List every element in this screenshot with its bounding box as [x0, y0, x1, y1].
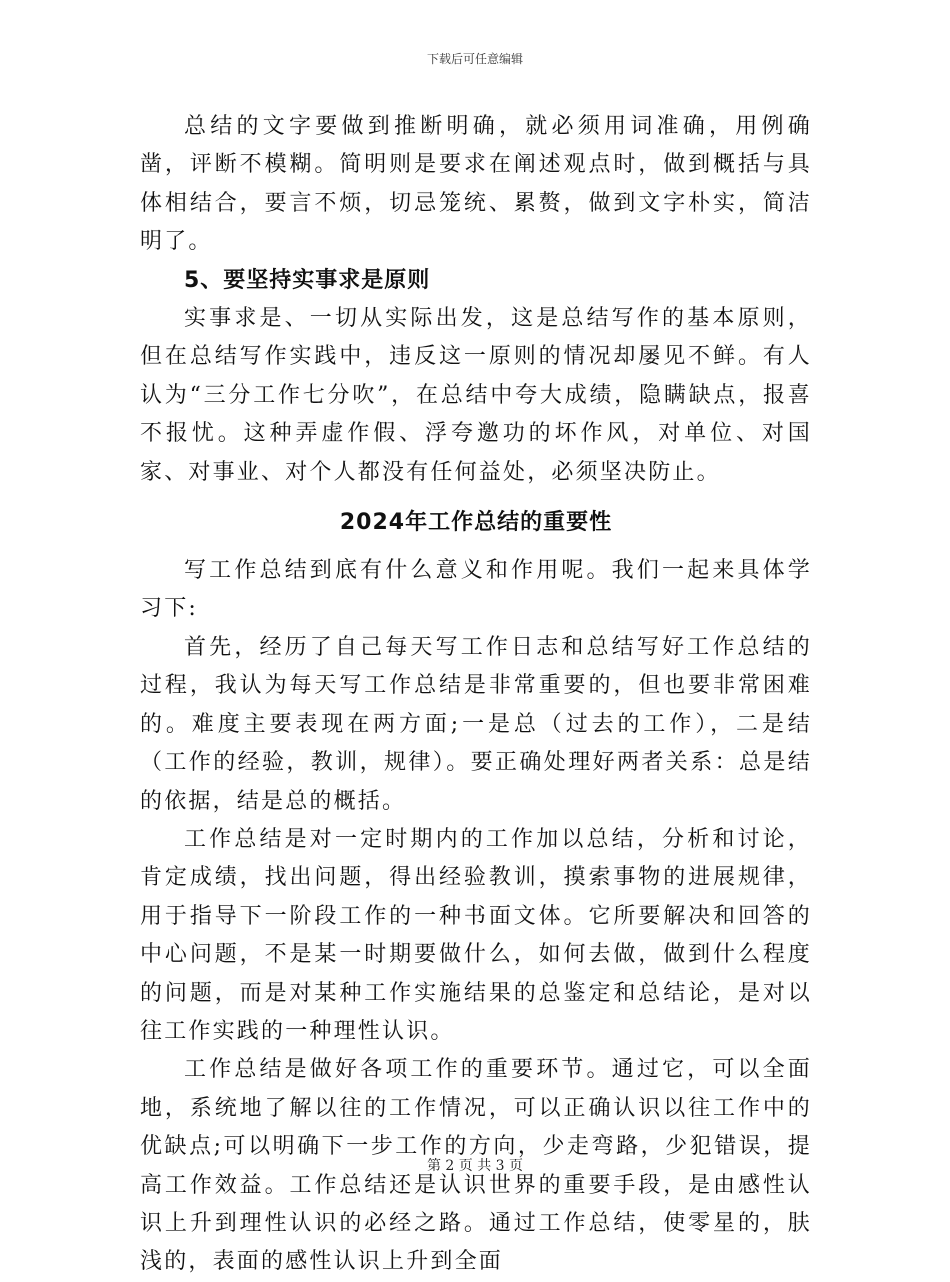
paragraph-intro: 写工作总结到底有什么意义和作用呢。我们一起来具体学习下:: [140, 558, 812, 622]
section-heading-realism: 5、要坚持实事求是原则: [184, 267, 431, 293]
paragraph-definition: 工作总结是对一定时期内的工作加以总结，分析和讨论，肯定成绩，找出问题，得出经验教训，摸索事物的进展规律，用于指导下一阶段工作的一种书面文体。它所要解决和回答的中心问题，不是某一时期要做什么，如何去做，做到什么程度的问题，而是对某种工作实施结果的总鉴定和总结论，是对以往工作实践的一种理性认识。: [140, 826, 812, 1044]
page-header: 下载后可任意编辑: [426, 52, 523, 66]
paragraph-realism: 实事求是、一切从实际出发，这是总结写作的基本原则，但在总结写作实践中，违反这一原则的情况却屡见不鲜。有人认为“三分工作七分吹”，在总结中夸大成绩，隐瞒缺点，报喜不报忧。这种弄虚作假、浮夸邀功的坏作风，对单位、对国家、对事业、对个人都没有任何益处，必须坚决防止。: [140, 306, 812, 485]
paragraph-first: 首先，经历了自己每天写工作日志和总结写好工作总结的过程，我认为每天写工作总结是非常重要的，但也要非常困难的。难度主要表现在两方面;一是总（过去的工作），二是结（工作的经验，教训，规律）。要正确处理好两者关系：总是结的依据，结是总的概括。: [140, 634, 812, 814]
paragraph-conciseness: 总结的文字要做到推断明确，就必须用词准确，用例确凿，评断不模糊。简明则是要求在阐述观点时，做到概括与具体相结合，要言不烦，切忌笼统、累赘，做到文字朴实，简洁明了。: [140, 114, 812, 255]
paragraph-importance: 工作总结是做好各项工作的重要环节。通过它，可以全面地，系统地了解以往的工作情况，可以正确认识以往工作中的优缺点;可以明确下一步工作的方向，少走弯路，少犯错误，提高工作效益。工作总结还是认识世界的重要手段，是由感性认识上升到理性认识的必经之路。通过工作总结，使零星的，肤浅的，表面的感性认识上升到全面: [140, 1057, 812, 1275]
document-body: [140, 108, 812, 1282]
document-title: 2024年工作总结的重要性: [339, 510, 613, 536]
page-number-footer: 第 2 页 共 3 页: [426, 1158, 524, 1174]
